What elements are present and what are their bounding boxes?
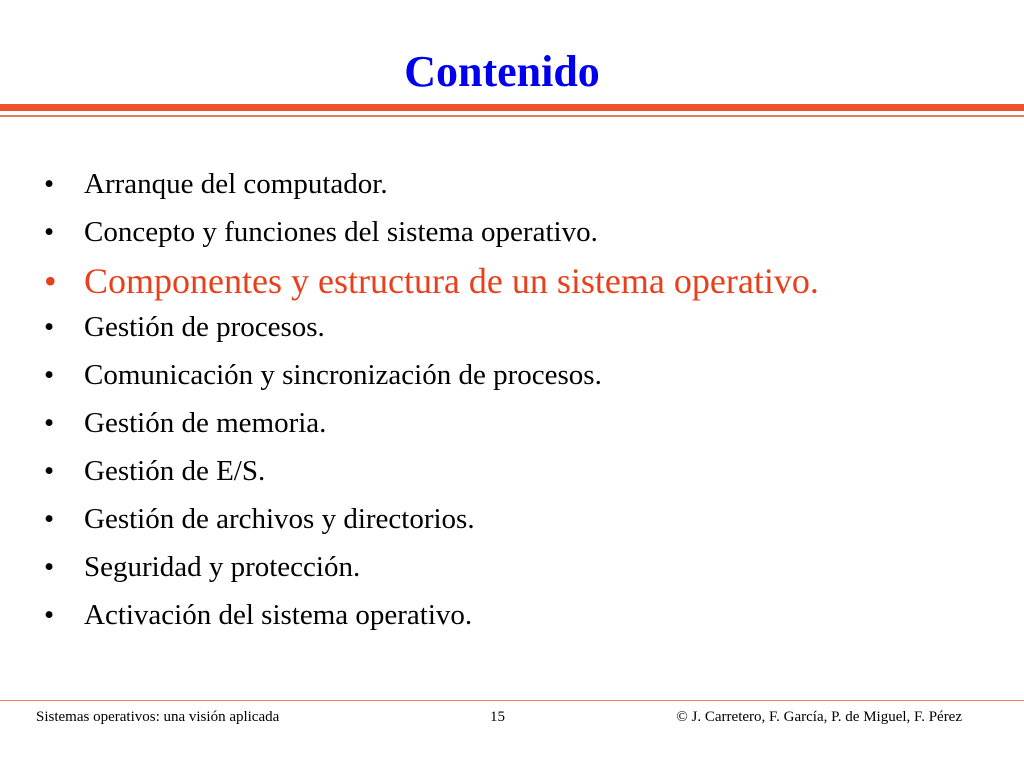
bullet-dot: • [44,261,57,301]
bullet-dot: • [44,599,55,631]
bullet-text: Gestión de memoria. [84,407,327,439]
bullet-text: Seguridad y protección. [84,551,361,583]
bullet-dot: • [44,359,55,391]
slide-title: Contenido [404,47,600,96]
bullet-dot: • [44,455,55,487]
bullet-item [44,551,819,584]
bullet-dot: • [44,503,55,535]
bullet-dot: • [44,311,55,343]
bullet-item [44,599,819,632]
bullet-list [44,168,819,647]
bullet-dot: • [44,216,55,248]
bullet-text: Gestión de E/S. [84,455,266,487]
bullet-text: Gestión de procesos. [84,311,325,343]
bullet-item [44,407,819,440]
bullet-dot: • [44,168,55,200]
title-underline-thick [0,104,1024,111]
bullet-item [44,216,819,249]
bullet-text: Concepto y funciones del sistema operativo. [84,216,598,248]
title-underline-thin [0,115,1024,117]
bullet-item [44,311,819,344]
footer-copyright: © J. Carretero, F. García, P. de Miguel, F. Pérez [676,709,962,725]
footer-page-number: 15 [490,709,505,725]
bullet-text: Arranque del computador. [84,168,388,200]
footer-book-title: Sistemas operativos: una visión aplicada [36,709,280,725]
bullet-item [44,168,819,201]
bullet-item [44,359,819,392]
footer-rule [0,700,1024,701]
bullet-item [44,455,819,488]
bullet-item-highlighted [44,261,819,301]
bullet-item [44,503,819,536]
bullet-dot: • [44,407,55,439]
bullet-text: Comunicación y sincronización de procesos. [84,359,602,391]
bullet-text: Activación del sistema operativo. [84,599,473,631]
bullet-text: Gestión de archivos y directorios. [84,503,475,535]
bullet-dot: • [44,551,55,583]
bullet-text: Componentes y estructura de un sistema operativo. [84,261,819,301]
